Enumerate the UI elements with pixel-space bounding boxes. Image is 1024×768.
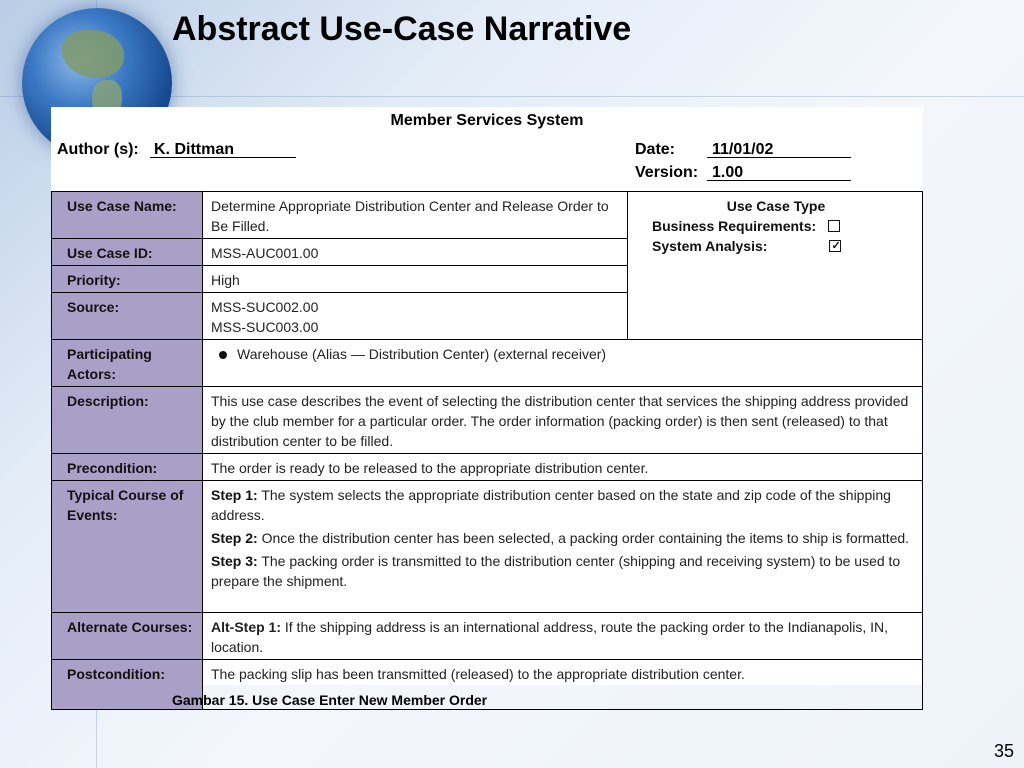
description-value: This use case describes the event of selecting the distribution center that services the shipping address provided by the club member for a particular order. The order information (packing order) is then sent (released) to that distribution center to be filled. <box>203 387 923 454</box>
system-title: Member Services System <box>390 112 584 129</box>
version-label: Version: <box>635 164 699 181</box>
use-case-form <box>51 191 923 710</box>
use-case-type-title: Use Case Type <box>726 198 826 214</box>
description-label: Description: <box>52 387 203 454</box>
step-2-label: Step 2: <box>211 530 258 546</box>
date-underline <box>707 157 851 158</box>
use-case-name-label: Use Case Name: <box>52 192 203 239</box>
participating-actors-label: Participating Actors: <box>52 340 203 387</box>
date-label: Date: <box>635 141 676 158</box>
author-underline <box>150 157 296 158</box>
date-value: 11/01/02 <box>712 141 774 158</box>
step-1 <box>211 485 916 525</box>
participating-actors-value <box>203 340 923 387</box>
source-value <box>203 293 628 340</box>
use-case-type-box <box>628 192 923 340</box>
slide-title: Abstract Use-Case Narrative <box>172 10 632 48</box>
precondition-value: The order is ready to be released to the appropriate distribution center. <box>203 454 923 481</box>
step-3-label: Step 3: <box>211 553 258 569</box>
system-analysis-label: System Analysis: <box>652 238 768 254</box>
business-requirements-label: Business Requirements: <box>652 218 817 234</box>
system-analysis-checkbox[interactable] <box>829 240 841 252</box>
step-2 <box>211 528 916 548</box>
source-value-2: MSS-SUC003.00 <box>211 319 319 335</box>
system-analysis-row <box>636 236 916 256</box>
alternate-courses-label: Alternate Courses: <box>52 613 203 660</box>
step-3-text: The packing order is transmitted to the distribution center (shipping and receiving system) to be used to prepare the shipment. <box>211 553 901 589</box>
alt-step-label: Alt-Step 1: <box>211 619 281 635</box>
source-value-1: MSS-SUC002.00 <box>211 299 319 315</box>
business-requirements-row <box>636 216 916 236</box>
typical-course-label: Typical Course of Events: <box>52 481 203 613</box>
bullet-icon <box>219 351 227 359</box>
use-case-document <box>51 107 923 685</box>
step-2-text: Once the distribution center has been selected, a packing order containing the items to ship is formatted. <box>261 530 910 546</box>
step-3 <box>211 551 916 591</box>
version-underline <box>707 180 851 181</box>
version-value: 1.00 <box>712 164 744 181</box>
precondition-label: Precondition: <box>52 454 203 481</box>
business-requirements-checkbox[interactable] <box>828 220 840 232</box>
actor-text: Warehouse (Alias — Distribution Center) (external receiver) <box>237 346 607 362</box>
use-case-id-value: MSS-AUC001.00 <box>203 239 628 266</box>
use-case-id-label: Use Case ID: <box>52 239 203 266</box>
postcondition-value: The packing slip has been transmitted (released) to the appropriate distribution center. <box>203 660 923 710</box>
page-number: 35 <box>993 741 1014 761</box>
priority-label: Priority: <box>52 266 203 293</box>
priority-value: High <box>203 266 628 293</box>
typical-course-steps <box>203 481 923 613</box>
use-case-name-value: Determine Appropriate Distribution Center and Release Order to Be Filled. <box>203 192 628 239</box>
step-1-text: The system selects the appropriate distribution center based on the state and zip code of the shipping address. <box>211 487 891 523</box>
step-1-label: Step 1: <box>211 487 258 503</box>
alt-step-text: If the shipping address is an international address, route the packing order to the Indianapolis, IN, location. <box>211 619 889 655</box>
alternate-courses-value <box>203 613 923 660</box>
postcondition-label: Postcondition: <box>52 660 203 710</box>
author-value: K. Dittman <box>154 141 234 158</box>
figure-caption: Gambar 15. Use Case Enter New Member Order <box>172 692 488 708</box>
author-label: Author (s): <box>57 141 139 158</box>
source-label: Source: <box>52 293 203 340</box>
